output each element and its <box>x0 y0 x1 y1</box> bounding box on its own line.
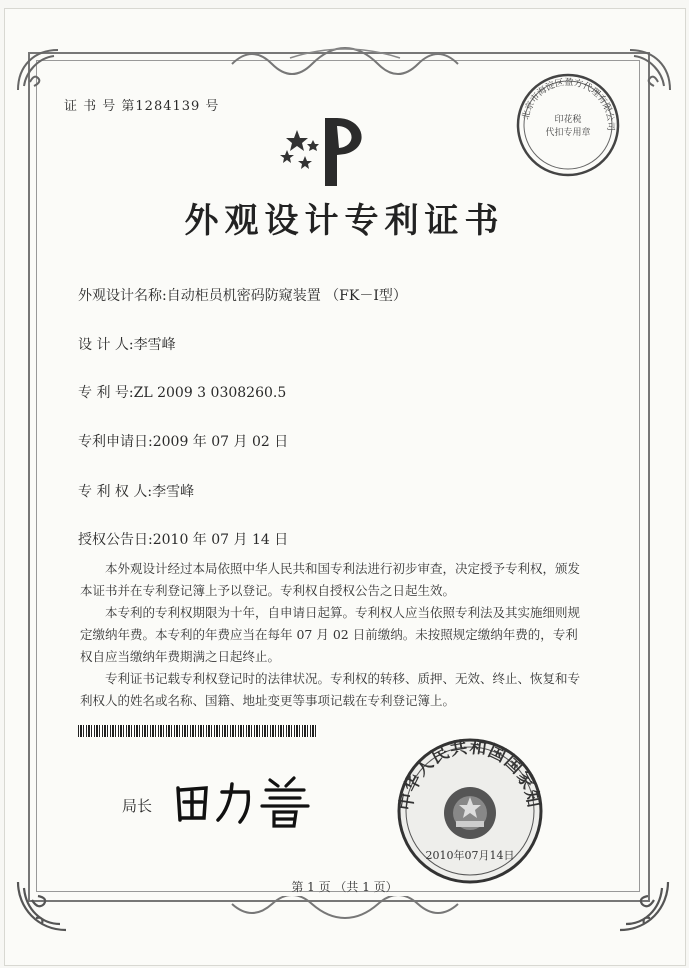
director-signature <box>170 770 320 830</box>
field-label: 设 计 人: <box>78 337 134 353</box>
svg-text:中华人民共和国国家知识产权局: 中华人民共和国国家知 <box>396 737 544 812</box>
national-ip-office-seal <box>396 737 544 885</box>
top-ornament <box>230 40 460 76</box>
field-value: 自动柜员机密码防窥装置 （FK－Ⅰ型） <box>166 288 407 304</box>
field-application-date <box>78 431 288 451</box>
svg-text:代扣专用章: 代扣专用章 <box>545 128 591 138</box>
field-patent-number <box>78 382 286 402</box>
field-label: 专 利 权 人: <box>78 484 153 500</box>
field-label: 外观设计名称: <box>78 288 167 304</box>
certificate-number: 证 书 号 第1284139 号 <box>64 99 220 114</box>
body-paragraph: 本外观设计经过本局依照中华人民共和国专利法进行初步审查，决定授予专利权，颁发本证书并在专利登记簿上予以登记。专利权自授权公告之日起生效。 <box>80 561 581 598</box>
field-value: 2009 年 07 月 02 日 <box>152 434 289 450</box>
field-label: 专 利 号: <box>78 385 134 401</box>
field-patentee <box>78 481 194 501</box>
bottom-ornament <box>230 896 460 926</box>
patent-office-logo-icon <box>275 108 385 190</box>
field-value: ZL 2009 3 0308260.5 <box>133 385 287 401</box>
corner-ornament-top-left <box>14 46 62 94</box>
certificate-body <box>80 558 590 712</box>
page-footer: 第 1 页 （共 1 页） <box>291 880 398 894</box>
field-value: 李雪峰 <box>152 484 195 500</box>
tax-stamp-seal <box>515 72 621 178</box>
field-label: 授权公告日: <box>78 532 153 548</box>
field-value: 2010 年 07 月 14 日 <box>152 532 289 548</box>
field-designer <box>78 334 176 354</box>
director-label: 局长 <box>122 797 153 815</box>
field-label: 专利申请日: <box>78 434 153 450</box>
svg-text:印花税: 印花税 <box>554 115 582 125</box>
body-paragraph: 专利证书记载专利权登记时的法律状况。专利权的转移、质押、无效、终止、恢复和专利权人的姓名或名称、国籍、地址变更等事项记载在专利登记簿上。 <box>80 671 581 708</box>
body-paragraph: 本专利的专利权期限为十年，自申请日起算。专利权人应当依照专利法及其实施细则规定缴纳年费。本专利的年费应当在每年 07 月 02 日前缴纳。未按照规定缴纳年费的，专利权自应当缴纳年费期满之日起终止。 <box>80 605 581 664</box>
barcode <box>78 725 318 737</box>
svg-text:北京市海淀区盈方代理有限公司: 北京市海淀区盈方代理有限公司 <box>521 77 616 131</box>
field-design-name <box>78 285 407 305</box>
corner-ornament-top-right <box>626 46 674 94</box>
svg-text:2010年07月14日: 2010年07月14日 <box>425 849 515 862</box>
field-value: 李雪峰 <box>133 337 176 353</box>
certificate-title: 外观设计专利证书 <box>184 201 505 241</box>
field-grant-date <box>78 529 288 549</box>
